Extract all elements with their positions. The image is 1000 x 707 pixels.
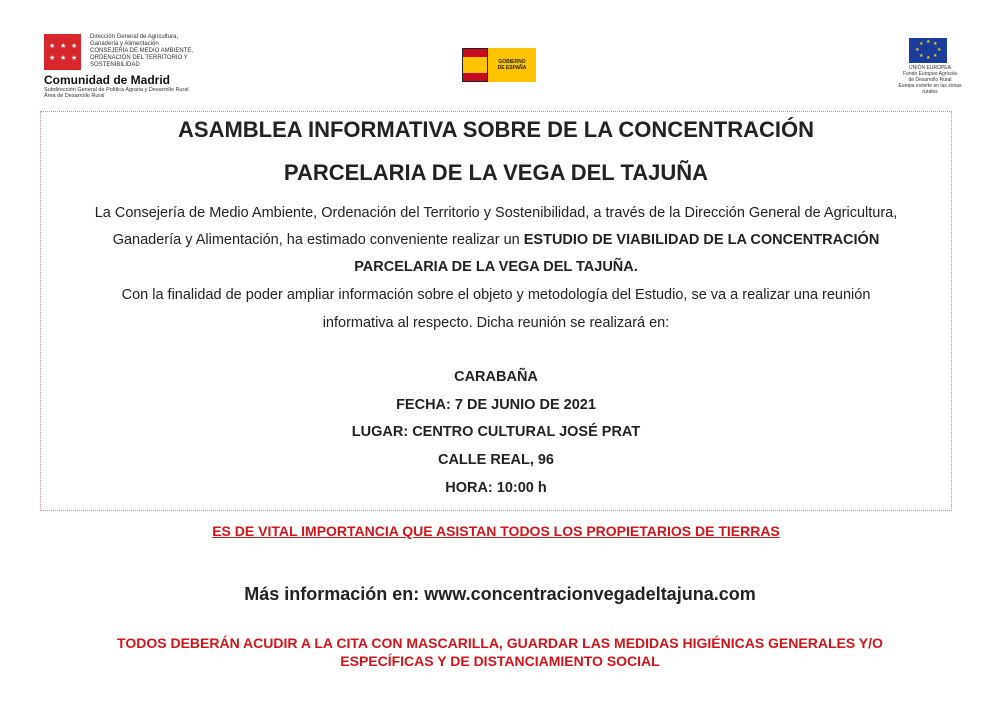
paragraph2-line1: Con la finalidad de poder ampliar información sobre el objeto y metodología del Estudio, se va a realizar una reunión	[121, 287, 871, 303]
star-icon: ★	[919, 53, 924, 59]
star-icon: ★	[71, 43, 78, 50]
cam-department-text: Dirección General de Agricultura, Ganadería y Alimentación CONSEJERÍA DE MEDIO AMBIENTE, ORDENACIÓN DEL TERRITORIO Y SOSTENIBILIDAD	[90, 34, 194, 68]
gobierno-text: GOBIERNO DE ESPAÑA	[497, 59, 527, 71]
star-icon: ★	[937, 47, 942, 53]
star-icon: ★	[49, 55, 56, 62]
importance-notice: ES DE VITAL IMPORTANCIA QUE ASISTAN TODOS LOS PROPIETARIOS DE TIERRAS	[212, 523, 780, 539]
meeting-address: CALLE REAL, 96	[437, 452, 554, 468]
hygiene-warning-line2: ESPECÍFICAS Y DE DISTANCIAMIENTO SOCIAL	[340, 653, 660, 669]
spain-flag-icon	[462, 48, 488, 82]
page-title-line2: PARCELARIA DE LA VEGA DEL TAJUÑA	[283, 160, 709, 185]
paragraph1-line2-text: Ganadería y Alimentación, ha estimado conveniente realizar un	[112, 232, 524, 248]
eu-flag-logo	[909, 38, 947, 63]
more-info-link[interactable]: Más información en: www.concentracionvegadeltajuna.com	[244, 584, 756, 604]
paragraph1-line2	[40, 232, 952, 248]
paragraph1-line3: PARCELARIA DE LA VEGA DEL TAJUÑA.	[354, 259, 638, 275]
gobierno-espana-logo	[462, 48, 536, 82]
star-icon: ★	[60, 43, 67, 50]
meeting-place: LUGAR: CENTRO CULTURAL JOSÉ PRAT	[351, 424, 641, 440]
hygiene-warning-line1: TODOS DEBERÁN ACUDIR A LA CITA CON MASCARILLA, GUARDAR LAS MEDIDAS HIGIÉNICAS GENERALES Y/O	[117, 635, 883, 651]
cam-subdirection-text: Subdirección General de Política Agraria y Desarrollo Rural Área de Desarrollo Rural	[44, 87, 189, 99]
page-title-line1: ASAMBLEA INFORMATIVA SOBRE DE LA CONCENTRACIÓN	[178, 117, 814, 142]
star-icon: ★	[915, 47, 920, 53]
cam-name: Comunidad de Madrid	[44, 73, 170, 87]
star-icon: ★	[919, 41, 924, 47]
paragraph1-line1: La Consejería de Medio Ambiente, Ordenación del Territorio y Sostenibilidad, a través de la Dirección General de Agricultura,	[94, 205, 898, 221]
meeting-date: FECHA: 7 DE JUNIO DE 2021	[396, 397, 596, 413]
study-name-bold: ESTUDIO DE VIABILIDAD DE LA CONCENTRACIÓN	[523, 232, 880, 248]
comunidad-madrid-flag-logo	[44, 34, 81, 70]
star-icon: ★	[49, 43, 56, 50]
star-icon: ★	[926, 39, 931, 45]
star-icon: ★	[933, 41, 938, 47]
star-icon: ★	[926, 55, 931, 61]
eu-text: UNIÓN EUROPEA Fondo Europeo Agrícola de Desarrollo Rural Europa invierte en las zonas rurales	[898, 65, 962, 95]
paragraph2-line2: informativa al respecto. Dicha reunión se realizará en:	[322, 315, 670, 331]
meeting-location-town: CARABAÑA	[454, 369, 538, 385]
star-icon: ★	[71, 55, 78, 62]
meeting-time: HORA: 10:00 h	[445, 480, 547, 496]
star-icon: ★	[60, 55, 67, 62]
star-icon: ★	[933, 53, 938, 59]
